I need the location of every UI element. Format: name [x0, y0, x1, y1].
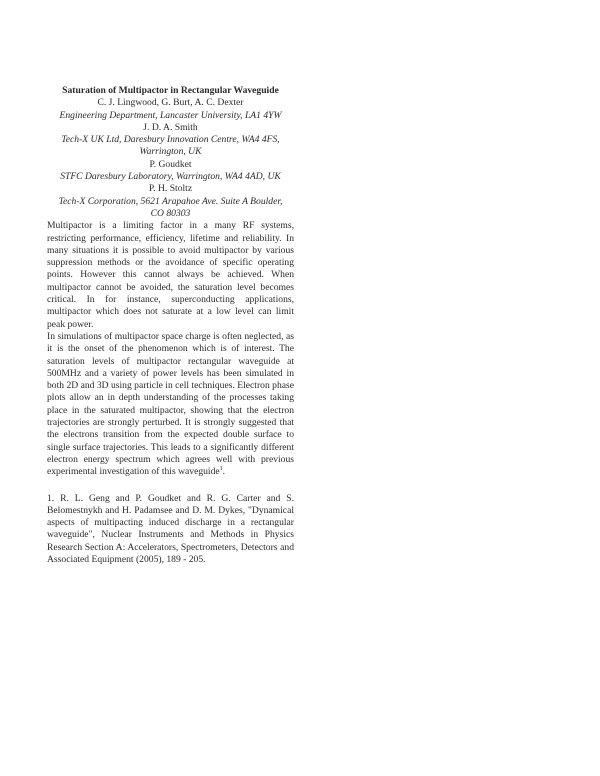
author-line-4: P. H. Stoltz [148, 183, 193, 195]
affiliation-2-line-1: Tech-X UK Ltd, Daresbury Innovation Centre, WA4 4FS, [61, 134, 280, 146]
author-line-2: J. D. A. Smith [143, 121, 198, 133]
author-line-3: P. Goudket [149, 158, 192, 170]
reference-1: 1. R. L. Geng and P. Goudket and R. G. Carter and S. Belomestnykh and H. Padamsee and D. M. Dykes, "Dynamical aspects of multipacting induced discharge in a rectangular waveguide", Nuclear Instruments and Methods in Physics Research Section A: Accelerators, Spectrometers, Detectors and Associated Equipment (2005), 189 - 205. [47, 492, 294, 565]
author-line-1: C. J. Lingwood, G. Burt, A. C. Dexter [97, 97, 244, 109]
body-paragraph-2-end: . [222, 466, 226, 478]
body-paragraph-2 [47, 331, 294, 479]
paper-title: Saturation of Multipactor in Rectangular Waveguide [62, 85, 279, 96]
affiliation-3: STFC Daresbury Laboratory, Warrington, WA4 4AD, UK [60, 171, 281, 183]
affiliation-4-line-2: CO 80303 [150, 207, 191, 219]
footnote-marker: 1 [219, 466, 223, 473]
affiliation-4-line-1: Tech-X Corporation, 5621 Arapahoe Ave. Suite A Boulder, [58, 195, 283, 207]
abstract-column [47, 85, 294, 566]
affiliation-1: Engineering Department, Lancaster University, LA1 4YW [59, 109, 282, 121]
body-paragraph-2-text: In simulations of multipactor space charge is often neglected, as it is the onset of the phenomenon which is of interest. The saturation levels of multipactor rectangular waveguide at 500MHz and a variety of power levels has been simulated in both 2D and 3D using particle in cell techniques. Electron phase plots allow an in depth understanding of the processes taking place in the saturated multipactor, showing that the electron trajectories are strongly perturbed. It is strongly suggested that the electrons transition from the expected double surface to single surface trajectories. This leads to a significantly different electron energy spectrum which agrees well with previous experimental investigation of this waveguide [47, 330, 294, 478]
body-paragraph-1: Multipactor is a limiting factor in a many RF systems, restricting performance, efficiency, lifetime and reliability. In many situations it is possible to avoid multipactor by various suppression methods or the avoidance of specific operating points. However this cannot always be achieved. When multipactor cannot be avoided, the saturation level becomes critical. In for instance, superconducting applications, multipactor which does not saturate at a low level can limit peak power. [47, 220, 294, 330]
affiliation-2-line-2: Warrington, UK [139, 146, 202, 158]
